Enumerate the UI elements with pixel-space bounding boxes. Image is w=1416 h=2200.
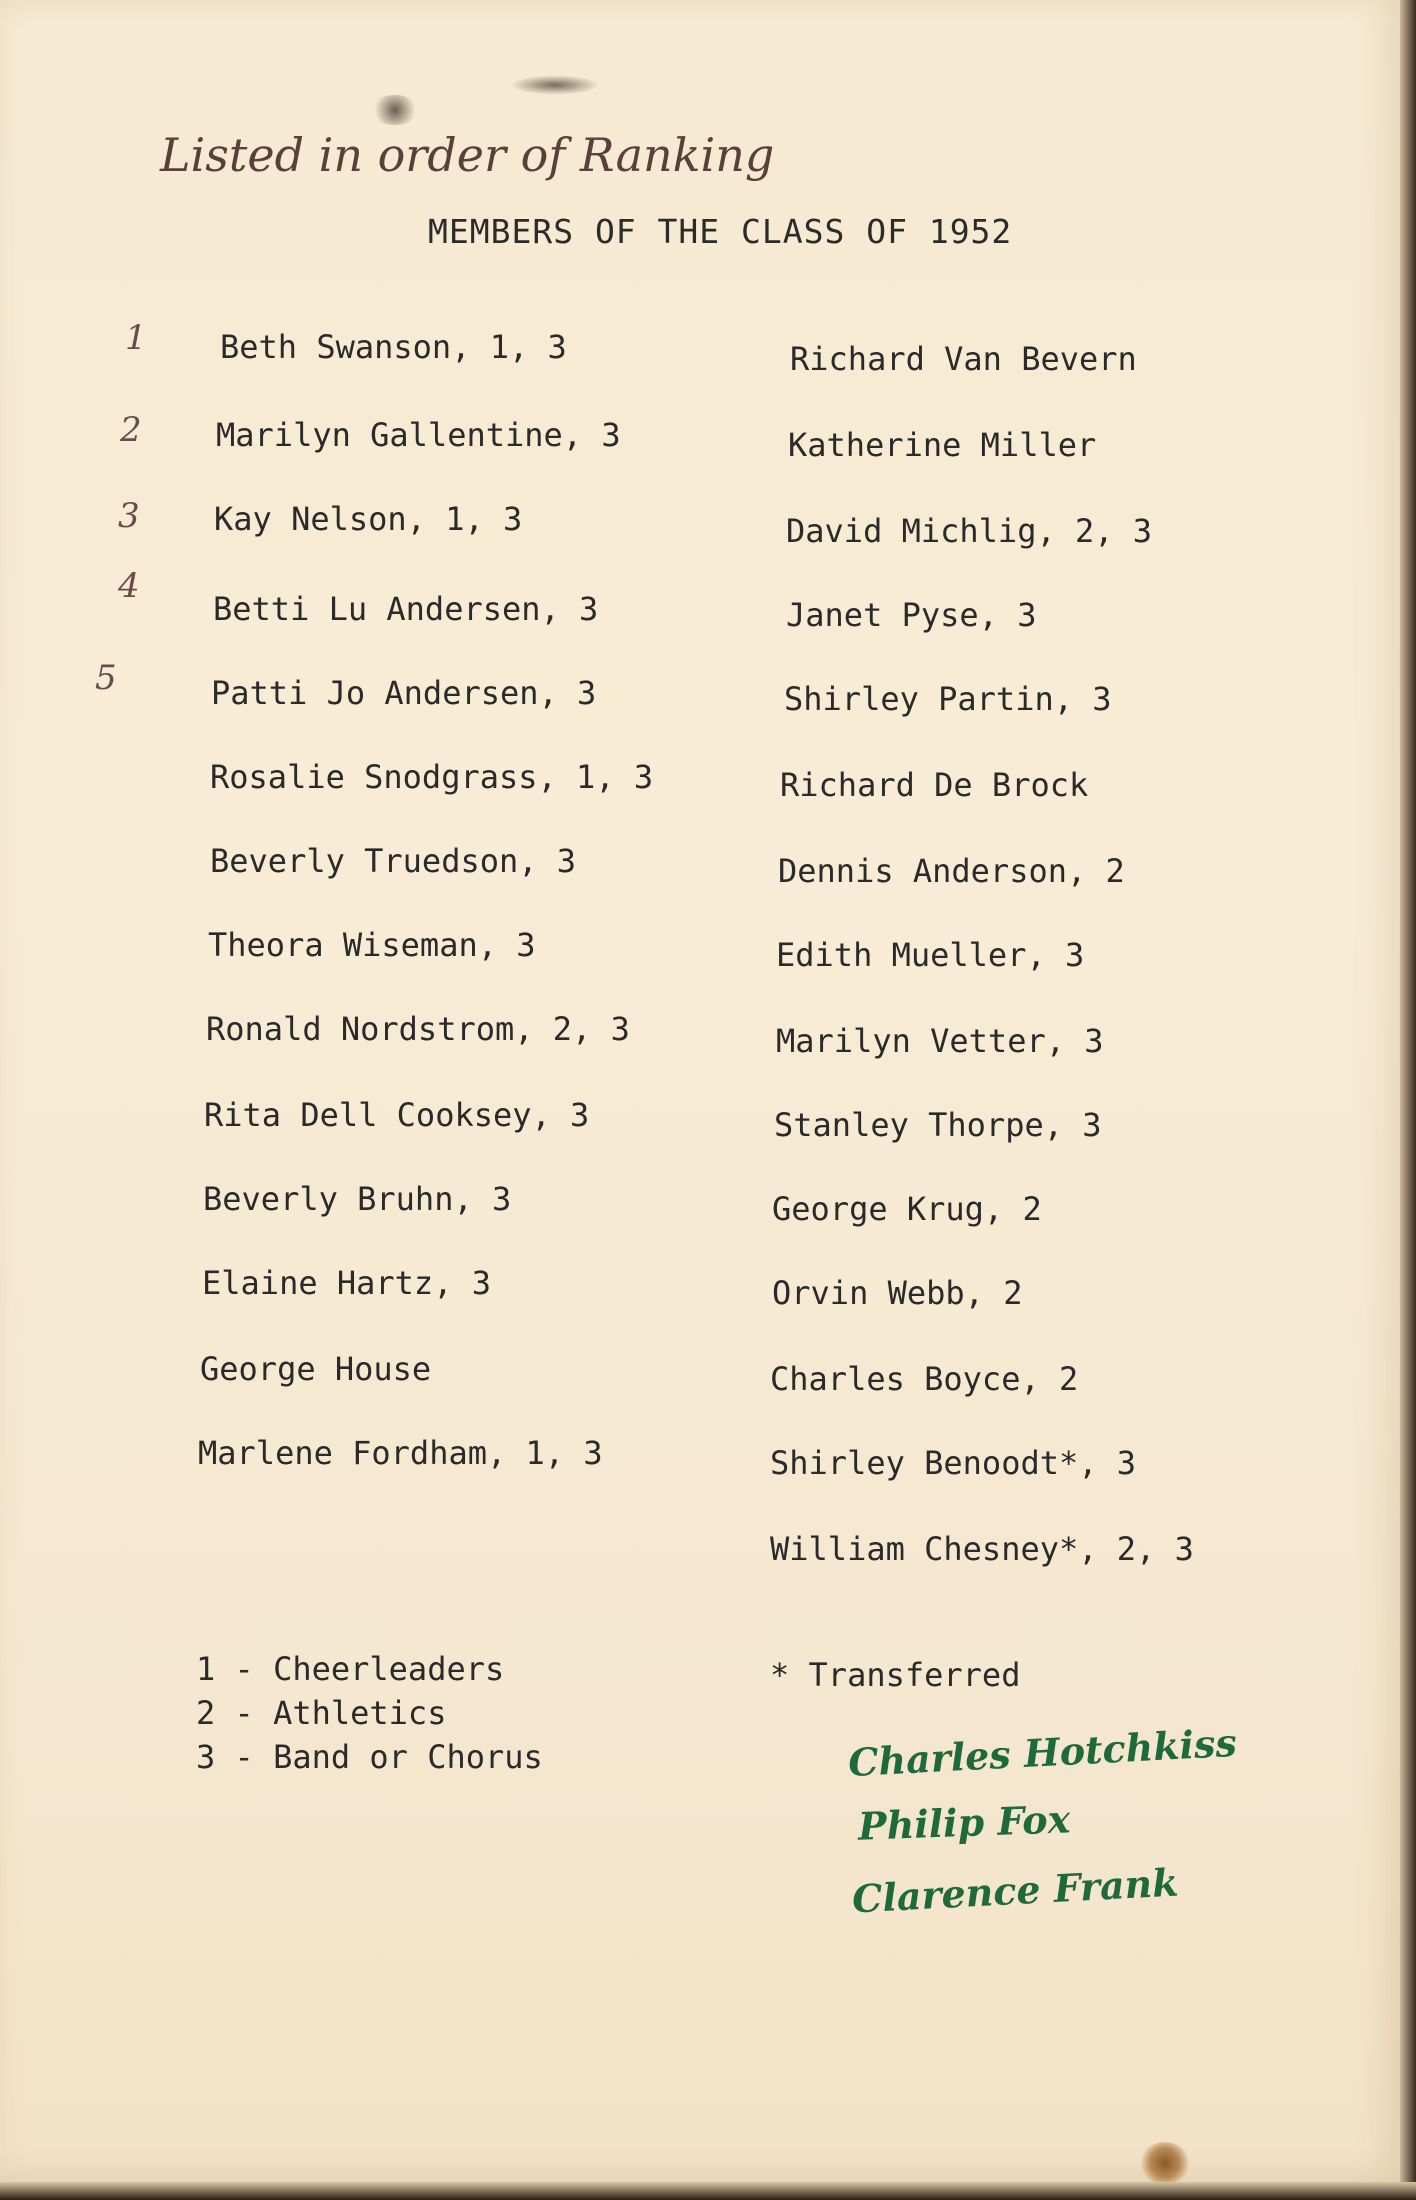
member-entry: William Chesney*, 2, 3 — [770, 1530, 1194, 1568]
member-entry: George Krug, 2 — [772, 1190, 1042, 1228]
member-entry: Theora Wiseman, 3 — [208, 926, 536, 964]
member-entry: Orvin Webb, 2 — [772, 1274, 1023, 1312]
member-entry: Marlene Fordham, 1, 3 — [198, 1434, 603, 1472]
member-entry: Kay Nelson, 1, 3 — [214, 500, 523, 538]
member-entry: Betti Lu Andersen, 3 — [213, 590, 599, 628]
rank-number: 5 — [95, 658, 117, 698]
member-entry: Shirley Partin, 3 — [784, 680, 1112, 718]
stain — [1140, 2142, 1190, 2184]
member-entry: Charles Boyce, 2 — [770, 1360, 1079, 1398]
member-entry: Beverly Bruhn, 3 — [203, 1180, 512, 1218]
rank-number: 2 — [120, 410, 142, 450]
member-entry: Rosalie Snodgrass, 1, 3 — [210, 758, 654, 796]
page-edge — [1400, 0, 1416, 2200]
member-entry: Edith Mueller, 3 — [776, 936, 1085, 974]
page-title: MEMBERS OF THE CLASS OF 1952 — [428, 212, 1013, 251]
member-entry: Ronald Nordstrom, 2, 3 — [206, 1010, 630, 1048]
member-entry: Richard De Brock — [780, 766, 1089, 804]
legend-item: 2 - Athletics — [196, 1694, 447, 1732]
legend-item: 3 - Band or Chorus — [196, 1738, 543, 1776]
member-entry: Stanley Thorpe, 3 — [774, 1106, 1102, 1144]
member-entry: Rita Dell Cooksey, 3 — [204, 1096, 590, 1134]
rank-number: 4 — [118, 566, 140, 606]
handwritten-name: Philip Fox — [857, 1796, 1071, 1849]
legend-item: 1 - Cheerleaders — [196, 1650, 505, 1688]
member-entry: Richard Van Bevern — [790, 340, 1137, 378]
member-entry: David Michlig, 2, 3 — [786, 512, 1153, 550]
handwritten-note: Listed in order of Ranking — [160, 128, 775, 182]
ink-smudge — [370, 95, 420, 125]
member-entry: Katherine Miller — [788, 426, 1097, 464]
member-entry: Shirley Benoodt*, 3 — [770, 1444, 1137, 1482]
member-entry: Beth Swanson, 1, 3 — [220, 328, 567, 366]
member-entry: Elaine Hartz, 3 — [202, 1264, 491, 1302]
page-edge-bottom — [0, 2182, 1416, 2200]
rank-number: 1 — [125, 318, 147, 358]
footnote-transferred: * Transferred — [770, 1656, 1021, 1694]
member-entry: George House — [200, 1350, 432, 1388]
member-entry: Beverly Truedson, 3 — [210, 842, 577, 880]
member-entry: Patti Jo Andersen, 3 — [211, 674, 597, 712]
member-entry: Janet Pyse, 3 — [786, 596, 1037, 634]
handwritten-name: Clarence Frank — [851, 1859, 1180, 1922]
handwritten-name: Charles Hotchkiss — [847, 1719, 1238, 1786]
ink-smudge — [510, 75, 600, 95]
member-entry: Dennis Anderson, 2 — [778, 852, 1125, 890]
member-entry: Marilyn Gallentine, 3 — [216, 416, 621, 454]
rank-number: 3 — [118, 496, 140, 536]
member-entry: Marilyn Vetter, 3 — [776, 1022, 1104, 1060]
